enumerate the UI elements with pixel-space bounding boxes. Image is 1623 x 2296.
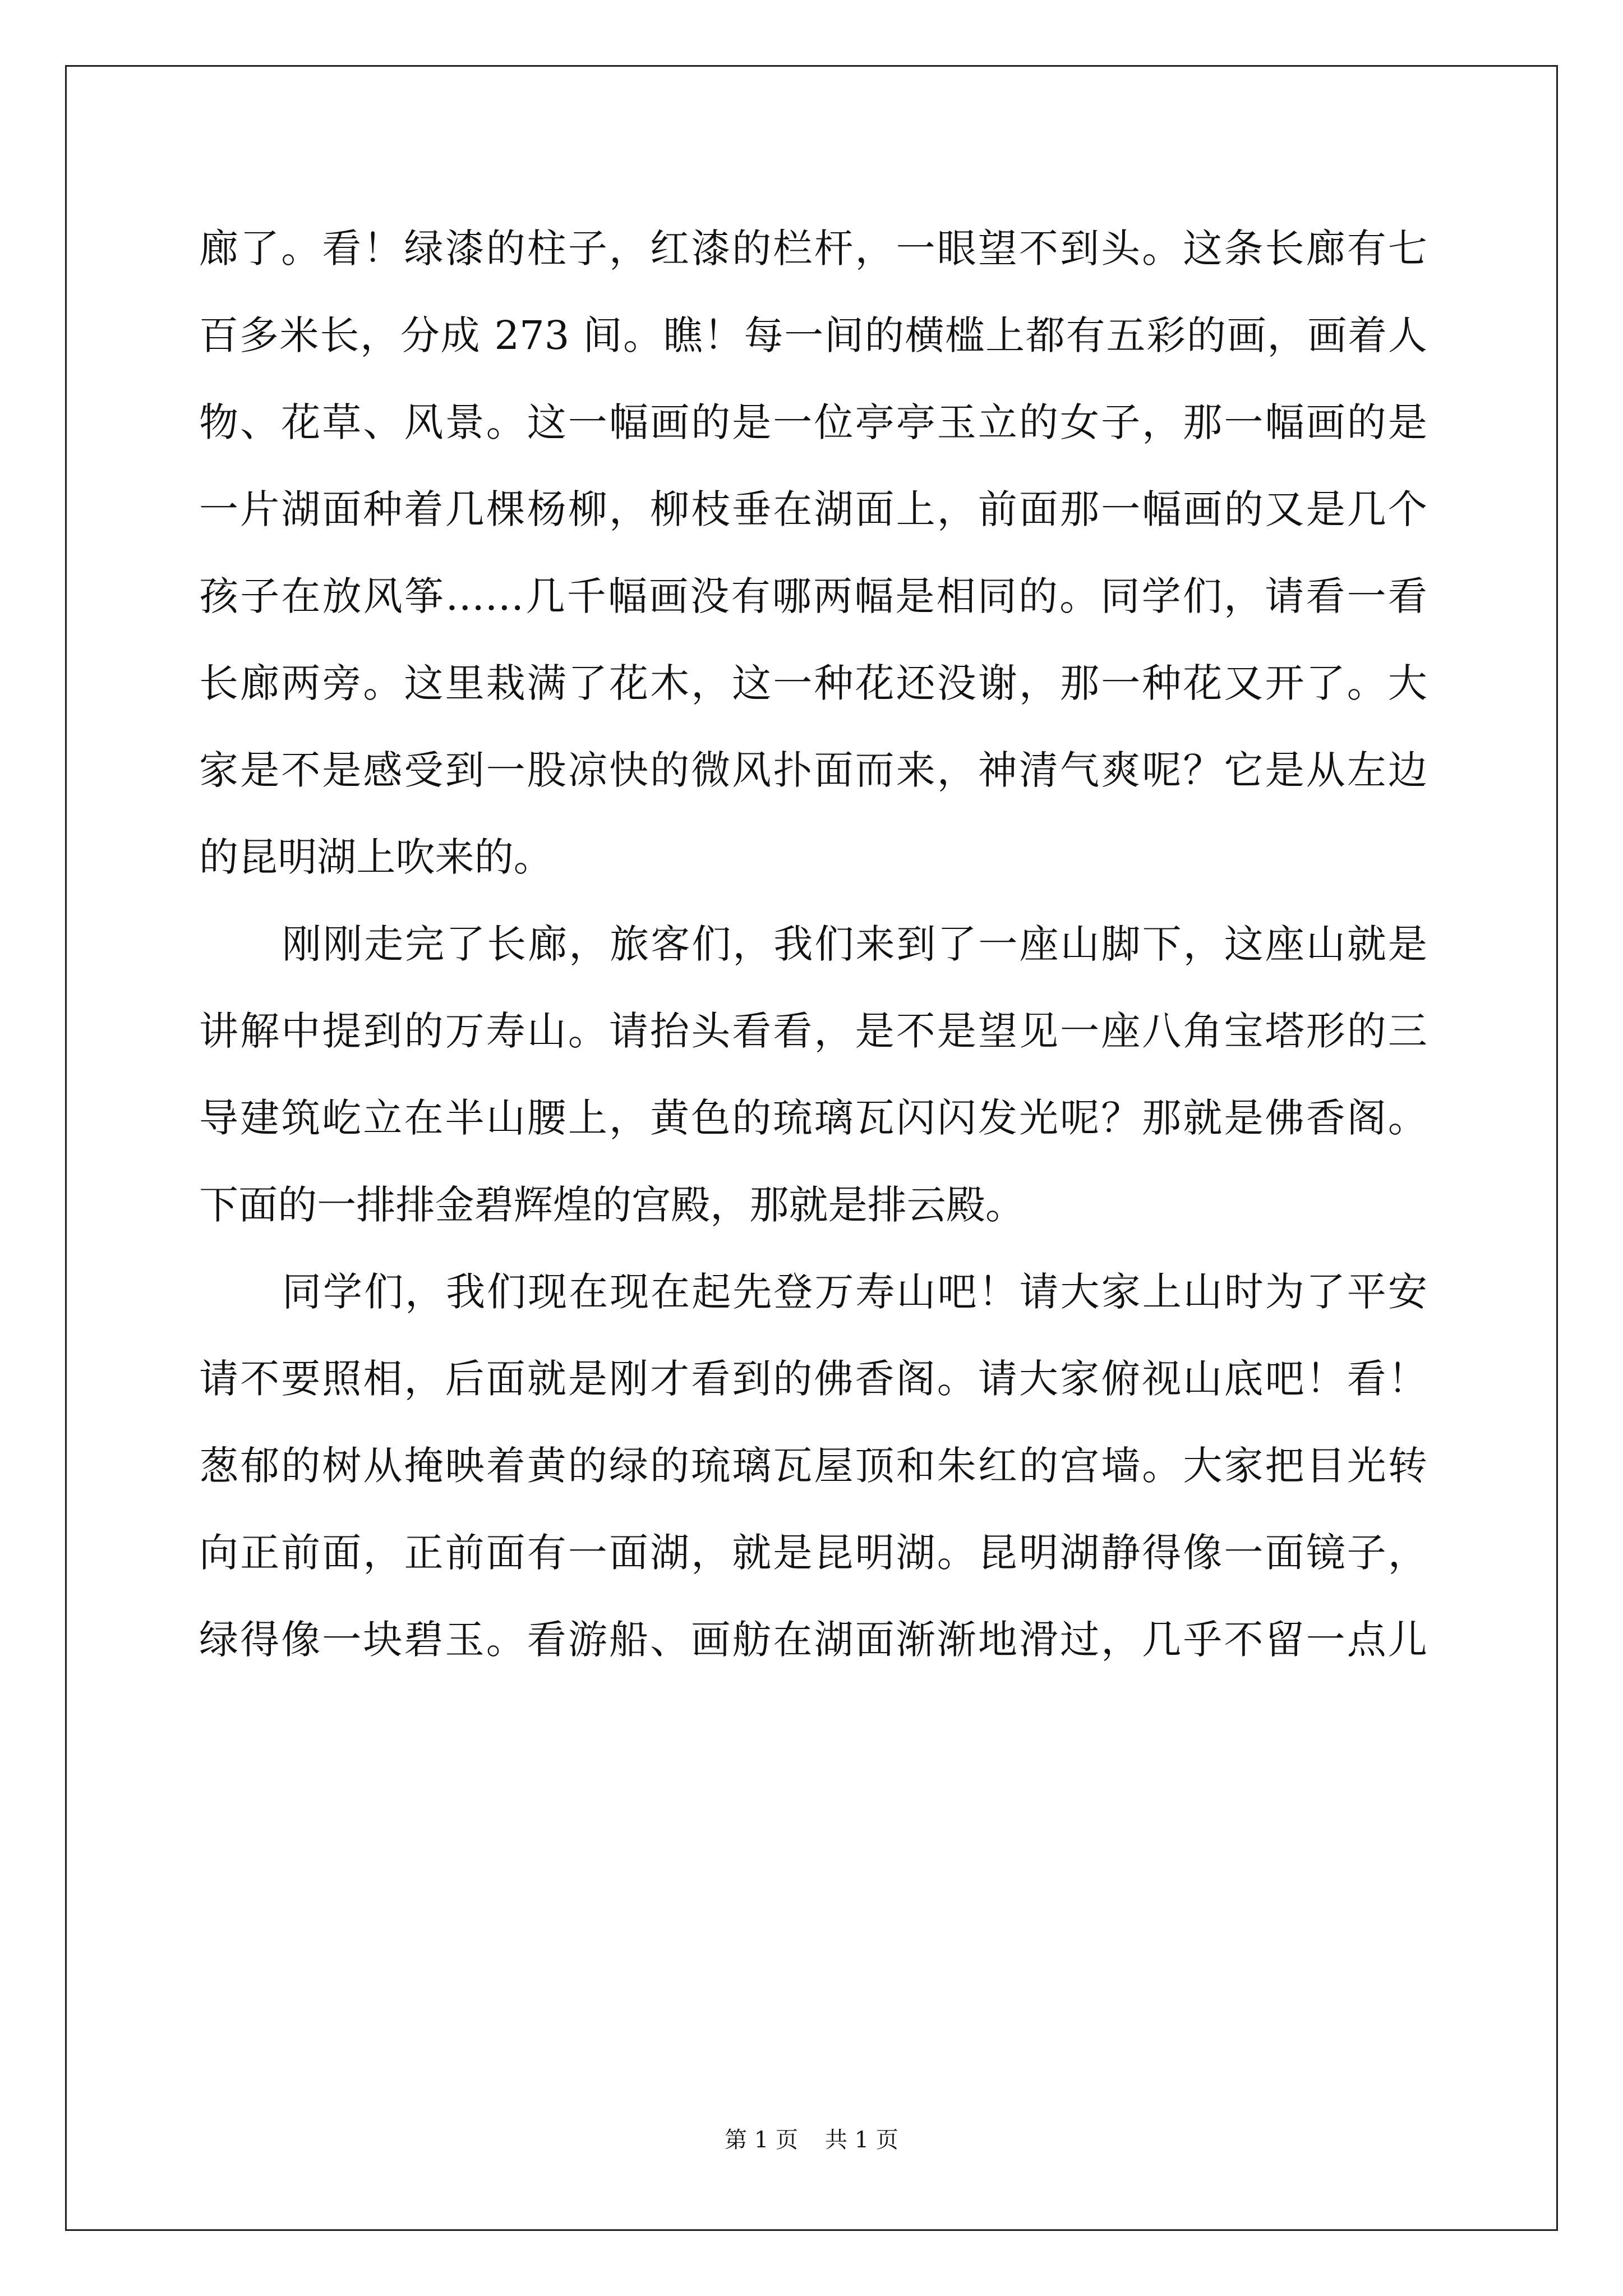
text-line: 长廊两旁。这里栽满了花木，这一种花还没谢，那一种花又开了。大	[199, 660, 1427, 706]
text-line: 的昆明湖上吹来的。	[199, 834, 553, 880]
text-line: 请不要照相，后面就是刚才看到的佛香阁。请大家俯视山底吧！看！	[199, 1356, 1427, 1402]
text-line: 下面的一排排金碧辉煌的宫殿，那就是排云殿。	[199, 1182, 1025, 1228]
page-number: 第 1 页	[725, 2127, 798, 2153]
text-line: 百多米长，分成 273 间。瞧！每一间的横槛上都有五彩的画，画着人	[199, 312, 1427, 358]
text-line: 孩子在放风筝……几千幅画没有哪两幅是相同的。同学们，请看一看	[199, 573, 1427, 619]
paragraph-2	[199, 901, 1427, 1249]
paragraph-1	[199, 205, 1427, 901]
text-line: 物、花草、风景。这一幅画的是一位亭亭玉立的女子，那一幅画的是	[199, 399, 1427, 445]
page-footer	[0, 2126, 1623, 2154]
text-line: 家是不是感受到一股凉快的微风扑面而来，神清气爽呢？它是从左边	[199, 747, 1427, 793]
text-line: 一片湖面种着几棵杨柳，柳枝垂在湖面上，前面那一幅画的又是几个	[199, 486, 1427, 532]
text-line: 导建筑屹立在半山腰上，黄色的琉璃瓦闪闪发光呢？那就是佛香阁。	[199, 1095, 1427, 1141]
page-total: 共 1 页	[825, 2127, 898, 2153]
text-line: 讲解中提到的万寿山。请抬头看看，是不是望见一座八角宝塔形的三	[199, 1008, 1427, 1054]
text-line: 刚刚走完了长廊，旅客们，我们来到了一座山脚下，这座山就是	[282, 921, 1427, 967]
text-line: 同学们，我们现在现在起先登万寿山吧！请大家上山时为了平安	[282, 1269, 1427, 1315]
paragraph-3	[199, 1249, 1427, 1683]
text-line: 绿得像一块碧玉。看游船、画舫在湖面渐渐地滑过，几乎不留一点儿	[199, 1617, 1427, 1663]
text-line: 廊了。看！绿漆的柱子，红漆的栏杆，一眼望不到头。这条长廊有七	[199, 226, 1427, 272]
text-line: 葱郁的树从掩映着黄的绿的琉璃瓦屋顶和朱红的宫墙。大家把目光转	[199, 1443, 1427, 1489]
text-line: 向正前面，正前面有一面湖，就是昆明湖。昆明湖静得像一面镜子，	[199, 1530, 1427, 1576]
document-body	[199, 205, 1427, 1683]
